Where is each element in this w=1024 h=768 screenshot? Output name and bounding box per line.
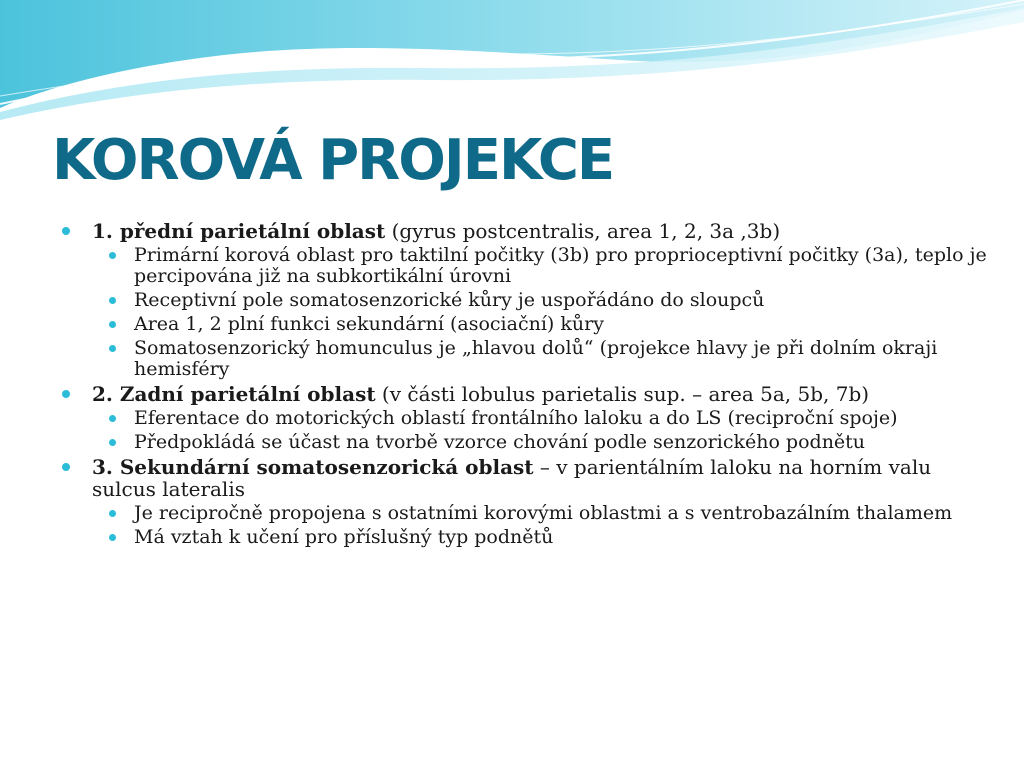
sub-bullet-item — [62, 432, 992, 453]
sub-bullet-item — [62, 290, 992, 311]
sub-bullet-dot-icon — [109, 345, 116, 352]
sub-bullet-item — [62, 527, 992, 548]
sub-bullet-text: Receptivní pole somatosenzorické kůry je uspořádáno do sloupců — [134, 289, 765, 311]
sub-bullet-dot-icon — [109, 510, 116, 517]
sub-bullet-text: Má vztah k učení pro příslušný typ podnětů — [134, 526, 554, 548]
sub-bullet-dot-icon — [109, 321, 116, 328]
bullet-text: (v části lobulus parietalis sup. – area 5a, 5b, 7b) — [375, 382, 870, 406]
sub-bullet-item — [62, 314, 992, 335]
sub-bullet-dot-icon — [109, 415, 116, 422]
bullet-heading: 1. přední parietální oblast — [92, 219, 386, 243]
header-wave-decoration — [0, 0, 1024, 140]
bullet-text: – v parientálním laloku na horním valu sulcus lateralis — [92, 455, 932, 501]
sub-bullet-text: Eferentace do motorických oblastí frontálního laloku a do LS (reciproční spoje) — [134, 407, 898, 429]
sub-bullet-dot-icon — [109, 252, 116, 259]
sub-bullet-item — [62, 338, 992, 380]
bullet-dot-icon — [62, 463, 70, 471]
bullet-text: (gyrus postcentralis, area 1, 2, 3a ,3b) — [385, 219, 781, 243]
sub-bullet-dot-icon — [109, 534, 116, 541]
slide-title: KOROVÁ PROJEKCE — [52, 128, 614, 193]
bullet-heading: 2. Zadní parietální oblast — [92, 382, 376, 406]
sub-bullet-dot-icon — [109, 297, 116, 304]
bullet-dot-icon — [62, 390, 70, 398]
sub-bullet-item — [62, 408, 992, 429]
sub-bullet-text: Somatosenzorický homunculus je „hlavou dolů“ (projekce hlavy je při dolním okraji hemisféry — [134, 337, 938, 380]
sub-bullet-item — [62, 503, 992, 524]
bullet-item — [62, 220, 992, 242]
sub-bullet-dot-icon — [109, 439, 116, 446]
bullet-item — [62, 456, 992, 500]
sub-bullet-text: Předpokládá se účast na tvorbě vzorce chování podle senzorického podnětu — [134, 431, 866, 453]
bullet-heading: 3. Sekundární somatosenzorická oblast — [92, 455, 534, 479]
slide-content — [62, 220, 992, 551]
sub-bullet-text: Primární korová oblast pro taktilní počitky (3b) pro proprioceptivní počitky (3a), teplo je percipována již na subkortikální úrovni — [134, 244, 987, 287]
bullet-item — [62, 383, 992, 405]
sub-bullet-text: Je recipročně propojena s ostatními korovými oblastmi a s ventrobazálním thalamem — [134, 502, 953, 524]
sub-bullet-text: Area 1, 2 plní funkci sekundární (asociační) kůry — [134, 313, 604, 335]
bullet-dot-icon — [62, 227, 70, 235]
sub-bullet-item — [62, 245, 992, 287]
